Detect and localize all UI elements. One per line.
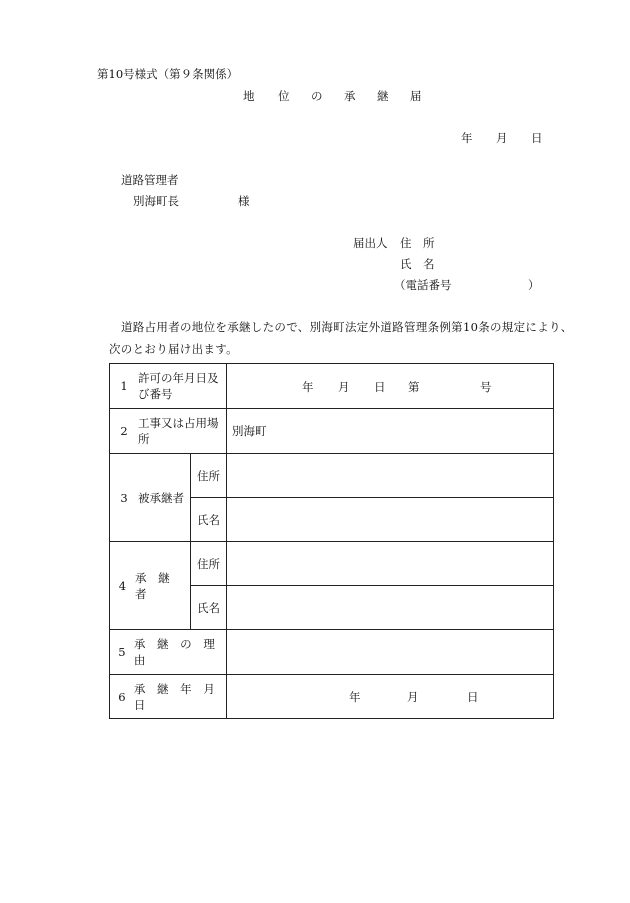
succession-date-label-cell xyxy=(110,675,227,719)
notification-table xyxy=(109,363,554,719)
succession-year-label: 年 xyxy=(349,690,361,704)
location-value: 別海町 xyxy=(232,424,267,438)
successor-label: 承 継 者 xyxy=(134,570,174,601)
permit-label-line2: び番号 xyxy=(138,387,173,401)
permit-number-suffix: 号 xyxy=(480,380,492,394)
predecessor-name-label: 氏名 xyxy=(191,498,227,542)
title-char: 地 xyxy=(243,89,255,103)
location-label-cell xyxy=(110,409,227,454)
table-row-succession-date xyxy=(110,675,554,719)
table-row-predecessor-address xyxy=(110,454,554,498)
successor-address-field[interactable] xyxy=(227,542,554,586)
successor-label-cell xyxy=(110,542,191,630)
notifier-name-label: 氏 名 xyxy=(400,257,435,271)
predecessor-label-cell xyxy=(110,454,191,542)
reason-field[interactable] xyxy=(227,630,554,675)
notifier-phone-close: ） xyxy=(528,278,540,292)
reason-label: 承 継 の 理 由 xyxy=(133,637,219,667)
predecessor-label: 被承継者 xyxy=(138,490,184,505)
permit-month-label: 月 xyxy=(338,380,350,394)
date-month-label: 月 xyxy=(496,131,508,145)
title-char: 承 xyxy=(344,89,356,103)
permit-label-cell xyxy=(110,364,227,409)
successor-name-field[interactable] xyxy=(227,586,554,630)
permit-year-label: 年 xyxy=(302,380,314,394)
row-number: 4 xyxy=(118,578,127,593)
succession-day-label: 日 xyxy=(467,690,479,704)
body-text-line1: 道路占用者の地位を承継したので、別海町法定外道路管理条例第10条の規定により、 xyxy=(121,320,573,334)
table-row-reason xyxy=(110,630,554,675)
successor-name-label: 氏名 xyxy=(191,586,227,630)
addressee-honorific: 様 xyxy=(238,194,250,208)
addressee-title: 道路管理者 xyxy=(121,173,179,187)
row-number: 3 xyxy=(120,490,128,505)
table-row-successor-address xyxy=(110,542,554,586)
table-row-permit xyxy=(110,364,554,409)
notifier-phone-label: （電話番号 xyxy=(394,278,452,292)
row-number: 5 xyxy=(118,645,126,659)
successor-address-label: 住所 xyxy=(191,542,227,586)
notifier-label: 届出人 xyxy=(353,236,388,250)
title-char: 届 xyxy=(410,89,422,103)
form-number: 第10号様式（第９条関係） xyxy=(97,67,239,81)
reason-label-cell xyxy=(110,630,227,675)
table-row-location xyxy=(110,409,554,454)
succession-date-field[interactable] xyxy=(227,675,554,719)
title-char: 継 xyxy=(377,89,389,103)
body-text-line2: 次のとおり届け出ます。 xyxy=(109,342,238,356)
date-year-label: 年 xyxy=(461,131,473,145)
predecessor-name-field[interactable] xyxy=(227,498,554,542)
permit-number-prefix: 第 xyxy=(408,380,420,394)
row-number: 6 xyxy=(118,689,126,704)
title-char: 位 xyxy=(278,89,290,103)
date-day-label: 日 xyxy=(531,131,543,145)
title-char: の xyxy=(311,89,323,103)
succession-date-label: 承 継 年 月 日 xyxy=(133,681,219,712)
row-number: 1 xyxy=(120,379,128,393)
notifier-address-label: 住 所 xyxy=(400,236,435,250)
predecessor-address-field[interactable] xyxy=(227,454,554,498)
location-label-line1: 工事又は占用場 xyxy=(138,416,219,430)
location-label-line2: 所 xyxy=(138,432,150,446)
permit-value-cell[interactable] xyxy=(227,364,554,409)
permit-label-line1: 許可の年月日及 xyxy=(138,371,219,385)
addressee-name: 別海町長 xyxy=(133,194,179,208)
predecessor-address-label: 住所 xyxy=(191,454,227,498)
row-number: 2 xyxy=(120,424,128,438)
permit-day-label: 日 xyxy=(374,380,386,394)
succession-month-label: 月 xyxy=(407,690,419,704)
location-value-cell[interactable] xyxy=(227,409,554,454)
